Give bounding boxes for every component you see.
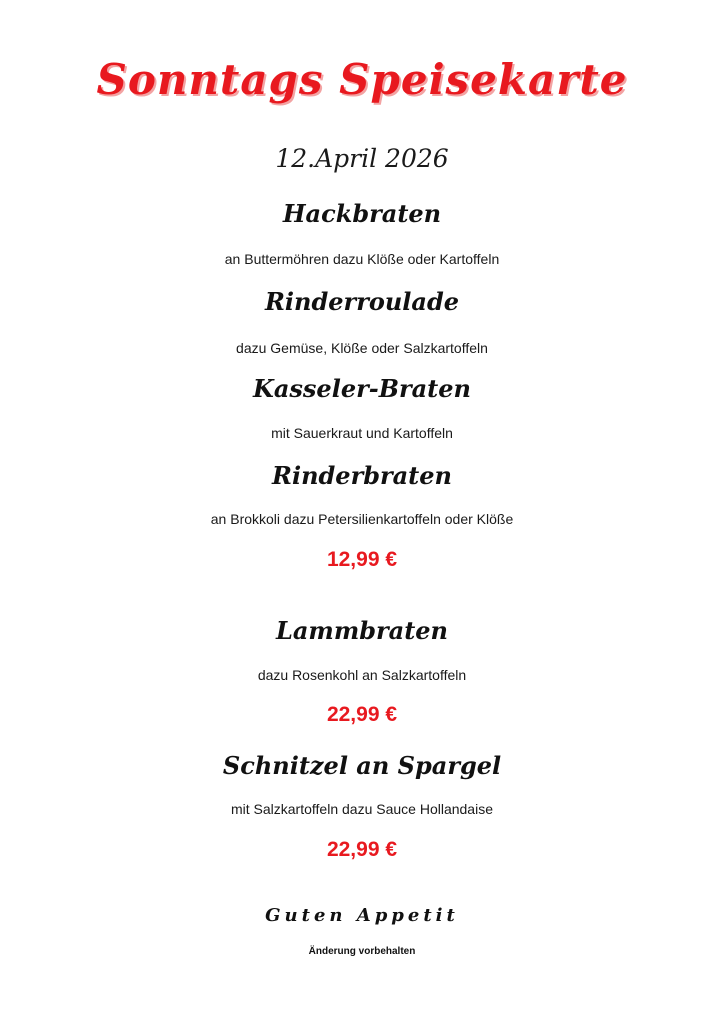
menu-date: 12.April 2026 xyxy=(275,144,449,173)
dish-description-hackbraten: an Buttermöhren dazu Klöße oder Kartoffeln xyxy=(224,251,500,267)
dish-name-hackbraten: Hackbraten xyxy=(282,199,442,228)
price-lammbraten: 22,99 € xyxy=(326,703,398,726)
menu-title: Sonntags Speisekarte xyxy=(96,55,628,104)
dish-name-schnitzel-an-spargel: Schnitzel an Spargel xyxy=(222,751,502,780)
dish-name-rinderroulade: Rinderroulade xyxy=(264,287,460,316)
disclaimer-note: Änderung vorbehalten xyxy=(308,946,416,957)
dish-name-rinderbraten: Rinderbraten xyxy=(272,461,452,490)
dish-description-rinderroulade: dazu Gemüse, Klöße oder Salzkartoffeln xyxy=(236,340,488,356)
dish-name-lammbraten: Lammbraten xyxy=(276,616,448,645)
price-schnitzel-an-spargel: 22,99 € xyxy=(326,838,398,861)
dish-description-schnitzel-an-spargel: mit Salzkartoffeln dazu Sauce Hollandaise xyxy=(230,801,493,817)
price-group-1: 12,99 € xyxy=(326,548,398,571)
dish-description-kasseler-braten: mit Sauerkraut und Kartoffeln xyxy=(271,425,453,441)
dish-description-rinderbraten: an Brokkoli dazu Petersilienkartoffeln oder Klöße xyxy=(210,511,514,527)
dish-description-lammbraten: dazu Rosenkohl an Salzkartoffeln xyxy=(257,667,467,683)
closing-greeting: Guten Appetit xyxy=(265,905,459,926)
dish-name-kasseler-braten: Kasseler-Braten xyxy=(253,374,471,403)
